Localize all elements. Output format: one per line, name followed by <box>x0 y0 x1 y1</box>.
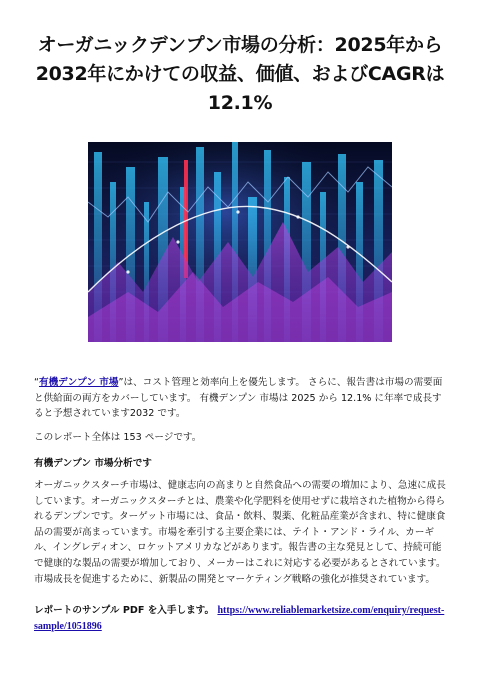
hero-chart-illustration <box>88 142 392 342</box>
hero-dot <box>346 245 349 248</box>
sample-link[interactable]: https://www.reliablemarketsize.com/enquiry/request-sample/1051896 <box>34 605 445 632</box>
sample-request <box>34 603 448 634</box>
hero-image <box>88 142 392 342</box>
sample-label: レポートのサンプル PDF を入手します。 <box>34 605 215 616</box>
intro-paragraph <box>34 375 448 422</box>
hero-dot <box>126 270 129 273</box>
pages-note: このレポート全体は 153 ページです。 <box>34 432 202 443</box>
analysis-paragraph: オーガニックスターチ市場は、健康志向の高まりと自然食品への需要の増加により、急速に成長しています。オーガニックスターチとは、農業や化学肥料を使用せずに栽培された植物から得られるデンプンです。ターゲット市場には、食品・飲料、製薬、化粧品産業が含まれ、特に健康食品の需要が高まっています。市場を牽引する主要企業には、テイト・アンド・ライル、カーギル、イングレディオン、ロケットアメリカなどがあります。報告書の主な発見として、持続可能で健康的な製品の需要が増加しており、メーカーはこれに対応する必要があるとされています。市場成長を促進するために、新製品の開発とマーケティング戦略の強化が推奨されています。 <box>34 480 446 585</box>
page-title: オーガニックデンプン市場の分析：2025年から2032年にかけての収益、価値、およびCAGRは12.1% <box>35 34 445 114</box>
keyword-link[interactable]: 有機デンプン 市場 <box>38 377 119 388</box>
quote-open: “ <box>34 377 39 388</box>
hero-dot <box>296 215 299 218</box>
section-heading: 有機デンプン 市場分析です <box>34 458 152 469</box>
intro-text: は、コスト管理と効率向上を優先します。 さらに、報告書は市場の需要面と供給面の両方をカバーしています。 有機デンプン 市場は 2025 から 12.1% に年率で成長すると予想されています2032 です。 <box>34 377 443 420</box>
hero-dot <box>176 240 179 243</box>
hero-dot <box>236 210 239 213</box>
quote-close: ” <box>118 377 124 388</box>
